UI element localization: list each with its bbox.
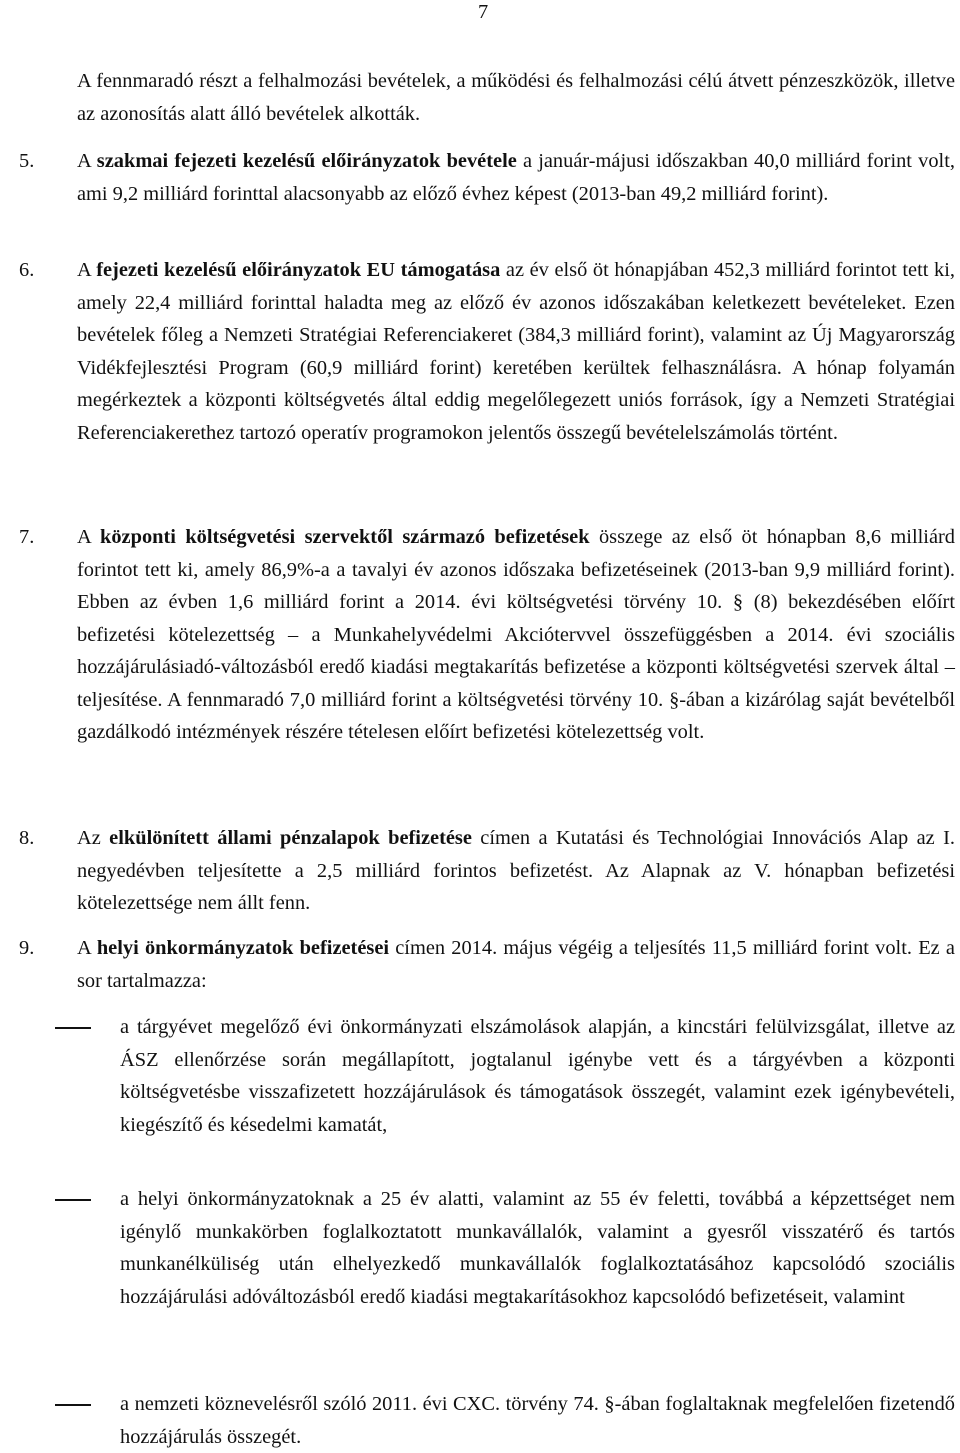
- list-item: [19, 932, 955, 997]
- dash-bullet: [55, 1027, 91, 1029]
- page-number: 7: [478, 1, 489, 23]
- list-item-number: 9.: [19, 937, 35, 959]
- list-item: [19, 145, 955, 210]
- dash-list-item: [120, 1183, 955, 1313]
- list-item-number: 7.: [19, 526, 35, 548]
- list-item-bold-term: helyi önkormányzatok befizetései: [96, 937, 390, 959]
- list-item-bold-term: központi költségvetési szervektől származó befizetések: [100, 526, 590, 548]
- list-item: [19, 254, 955, 449]
- list-item: [19, 822, 955, 920]
- dash-list-item-text: a tárgyévet megelőző évi önkormányzati elszámolások alapján, a kincstári felülvizsgálat, illetve az ÁSZ ellenőrzése során megállapított, jogtalanul igénybe vett és a tárgyévben a központi költségvetésbe visszafizetett hozzájárulások és támogatások összegét, valamint ezek igénybevételi, kiegészítő és késedelmi kamatát,: [120, 1016, 955, 1136]
- dash-list-item-text: a helyi önkormányzatoknak a 25 év alatti, valamint az 55 év feletti, továbbá a képzettséget nem igénylő munkakörben foglalkoztatott munkavállalók, valamint a gyesről visszatérő és tartós munkanélküliség után elhelyezkedő munkavállalók foglalkoztatásához kapcsolódó szociális hozzájárulási adóváltozásból eredő kiadási megtakarításokhoz kapcsolódó befizetéseit, valamint: [120, 1188, 955, 1308]
- list-item-text-post: az év első öt hónapjában 452,3 milliárd forintot tett ki, amely 22,4 milliárd forinttal haladta meg az előző év azonos időszakában keletkezett bevételeket. Ezen bevételek főleg a Nemzeti Stratégiai Referenciakeret (384,3 milliárd forint), valamint az Új Magyarország Vidékfejlesztési Program (60,9 milliárd forint) keretében kerültek felhasználásra. A hónap folyamán megérkeztek a központi költségvetés által eddig megelőlegezett uniós források, így a Nemzeti Stratégiai Referenciakerethez tartozó operatív programokon jelentős összegű bevételelszámolás történt.: [77, 259, 955, 444]
- list-item: [19, 521, 955, 749]
- dash-list-item: [120, 1388, 955, 1453]
- list-item-text-pre: A: [77, 259, 97, 281]
- list-item-number: 5.: [19, 150, 35, 172]
- dash-list-item-text: a nemzeti köznevelésről szóló 2011. évi CXC. törvény 74. §-ában foglaltaknak megfelelően fizetendő hozzájárulás összegét.: [120, 1393, 955, 1448]
- intro-paragraph: A fennmaradó részt a felhalmozási bevételek, a működési és felhalmozási célú átvett pénzeszközök, illetve az azonosítás alatt álló bevételek alkották.: [77, 70, 955, 125]
- list-item-text-post: címen 2014. május végéig a teljesítés 11,5 milliárd forint volt. Ez a sor tartalmazza:: [77, 937, 955, 992]
- list-item-text-pre: A: [77, 526, 101, 548]
- list-item-text-post: összege az első öt hónapban 8,6 milliárd forintot tett ki, amely 86,9%-a a tavalyi év azonos időszaka befizetéseinek (2013-ban 9,9 milliárd forint). Ebben az évben 1,6 milliárd forint a 2014. évi költségvetési törvény 10. § (8) bekezdésében előírt befizetési kötelezettség – a Munkahelyvédelmi Akciótervvel összefüggésben a 2014. évi szociális hozzájárulásiadó-változásból eredő kiadási megtakarítás befizetése a központi költségvetési szervek által – teljesítése. A fennmaradó 7,0 milliárd forint a költségvetési törvény 10. §-ában a kizárólag saját bevételből gazdálkodó intézmények részére tételesen előírt befizetési kötelezettség volt.: [77, 526, 955, 743]
- list-item-text-post: a január-májusi időszakban 40,0 milliárd forint volt, ami 9,2 milliárd forinttal alacsonyabb az előző évhez képest (2013-ban 49,2 milliárd forint).: [77, 150, 955, 205]
- list-item-bold-term: szakmai fejezeti kezelésű előirányzatok bevétele: [96, 150, 517, 172]
- list-item-bold-term: elkülönített állami pénzalapok befizetése: [109, 827, 472, 849]
- list-item-text-pre: A: [77, 150, 97, 172]
- list-item-text-pre: Az: [77, 827, 110, 849]
- list-item-number: 8.: [19, 827, 35, 849]
- dash-list-item: [120, 1011, 955, 1141]
- list-item-bold-term: fejezeti kezelésű előirányzatok EU támogatása: [96, 259, 501, 281]
- dash-bullet: [55, 1199, 91, 1201]
- list-item-text-pre: A: [77, 937, 97, 959]
- list-item-number: 6.: [19, 259, 35, 281]
- dash-bullet: [55, 1404, 91, 1406]
- list-item-text-post: címen a Kutatási és Technológiai Innovációs Alap az I. negyedévben teljesítette a 2,5 milliárd forintos befizetést. Az Alapnak az V. hónapban befizetési kötelezettsége nem állt fenn.: [77, 827, 955, 914]
